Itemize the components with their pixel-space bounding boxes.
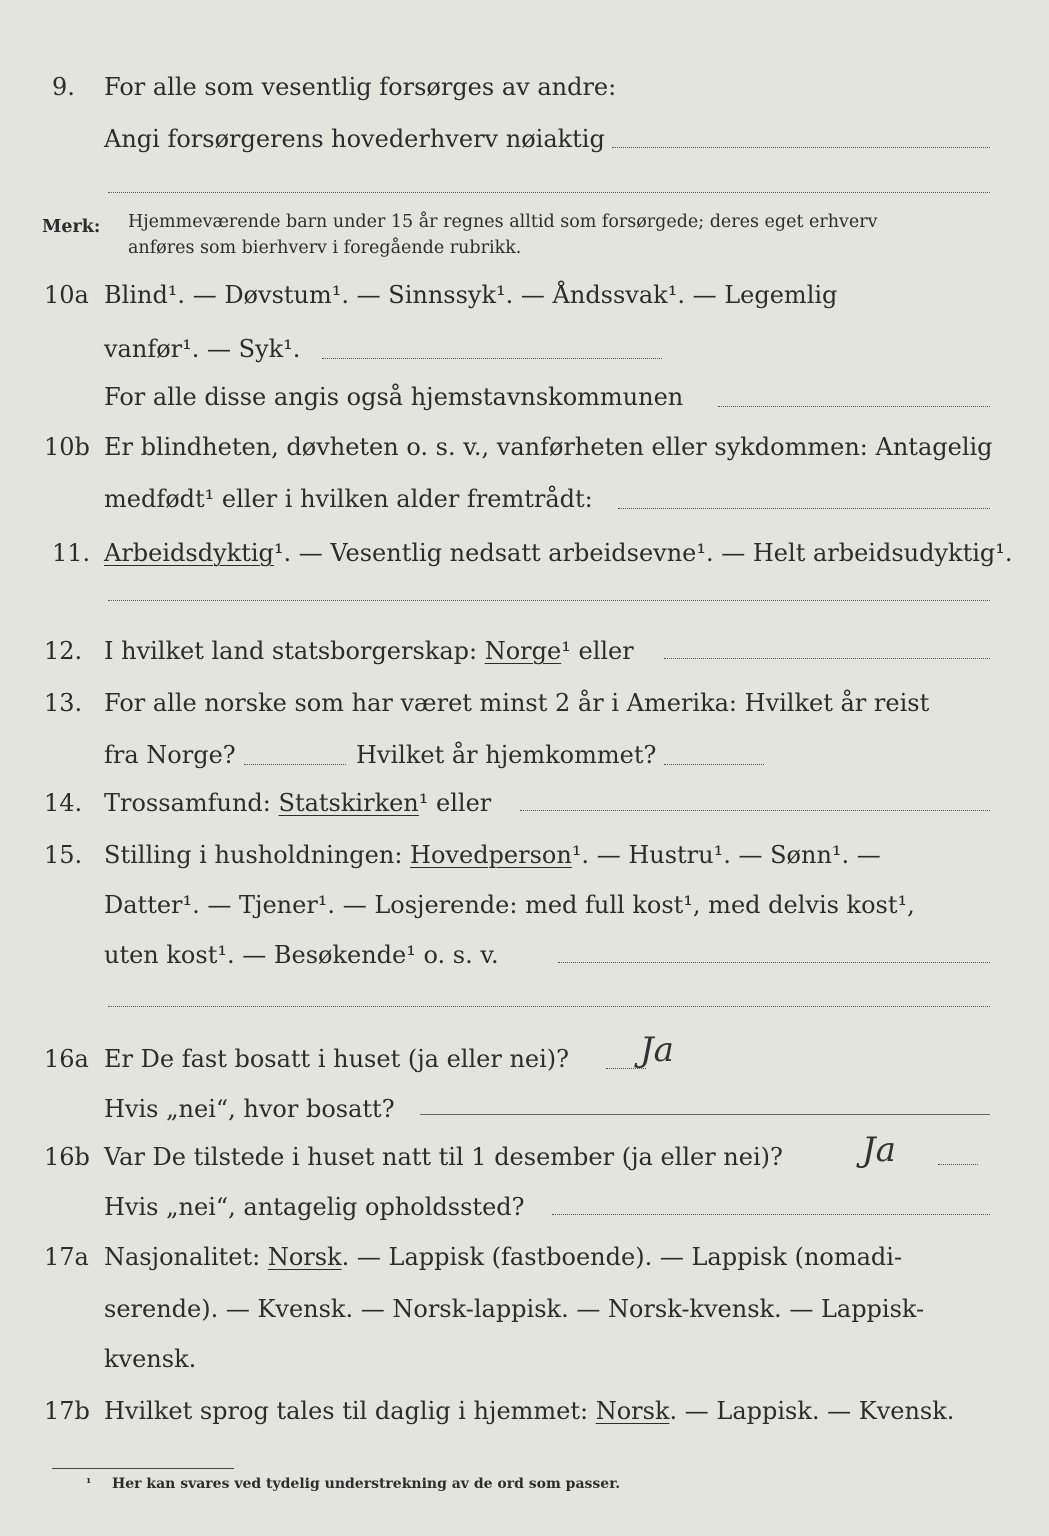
- q14-answer-dotted-line[interactable]: [520, 810, 990, 811]
- q11-number: 11.: [52, 539, 91, 567]
- q9-number: 9.: [52, 73, 75, 101]
- q11-rest: ¹. — Vesentlig nedsatt arbeidsevne¹. — Helt arbeidsudyktig¹.: [273, 539, 1013, 567]
- q12-option-underlined[interactable]: Norge: [484, 637, 562, 665]
- q9-line1: For alle som vesentlig forsørges av andre:: [104, 73, 617, 101]
- q10a-line1: Blind¹. — Døvstum¹. — Sinnssyk¹. — Åndssvak¹. — Legemlig: [104, 281, 838, 309]
- q16b-number: 16b: [44, 1143, 90, 1171]
- q16a-bosatt-line[interactable]: [420, 1114, 990, 1115]
- q10a-hjemstavn-dotted-line[interactable]: [718, 406, 990, 407]
- q11-dotted-line[interactable]: [108, 600, 990, 601]
- q16a-handwritten-answer[interactable]: Ja: [640, 1030, 674, 1070]
- q14-line: [104, 788, 491, 818]
- q14-text: Trossamfund:: [104, 789, 279, 817]
- q10a-answer-dotted-line[interactable]: [322, 358, 662, 359]
- q16a-number: 16a: [44, 1045, 89, 1073]
- q17a-text: Nasjonalitet:: [104, 1243, 268, 1271]
- q13-reist-dotted-line[interactable]: [244, 764, 346, 765]
- q14-option-underlined[interactable]: Statskirken: [278, 789, 419, 817]
- merk-line2: anføres som bierhverv i foregående rubrikk.: [128, 238, 522, 258]
- q17a-line1-rest: . — Lappisk (fastboende). — Lappisk (nomadi-: [341, 1243, 903, 1271]
- q13-hjemkommet-dotted-line[interactable]: [664, 764, 764, 765]
- q17b-option-underlined[interactable]: Norsk: [595, 1397, 670, 1425]
- q15-dotted-line-2[interactable]: [108, 1006, 990, 1007]
- q17b-text: Hvilket sprog tales til daglig i hjemmet:: [104, 1397, 596, 1425]
- q15-line1: [104, 840, 881, 870]
- q15-option-underlined[interactable]: Hovedperson: [410, 841, 572, 869]
- q10b-answer-dotted-line[interactable]: [618, 508, 990, 509]
- q16a-line1: Er De fast bosatt i huset (ja eller nei)?: [104, 1045, 570, 1073]
- q10a-line2: vanfør¹. — Syk¹.: [104, 335, 301, 363]
- q16b-opholdssted-dotted-line[interactable]: [552, 1214, 990, 1215]
- q15-answer-dotted-line[interactable]: [558, 962, 990, 963]
- q17a-line2: serende). — Kvensk. — Norsk-lappisk. — Norsk-kvensk. — Lappisk-: [104, 1295, 925, 1323]
- footnote-mark: ¹: [86, 1476, 92, 1490]
- q14-number: 14.: [44, 789, 83, 817]
- q17b-rest: . — Lappisk. — Kvensk.: [669, 1397, 955, 1425]
- q16b-answer-dotted-line[interactable]: [938, 1164, 978, 1165]
- q17a-line3: kvensk.: [104, 1345, 197, 1373]
- q10a-line3: For alle disse angis også hjemstavnskommunen: [104, 383, 684, 411]
- merk-label: Merk:: [42, 217, 101, 237]
- q14-post: ¹ eller: [418, 789, 492, 817]
- q17b-line: [104, 1396, 954, 1426]
- q11-option-underlined[interactable]: Arbeidsdyktig: [104, 539, 274, 567]
- q17a-option-underlined[interactable]: Norsk: [267, 1243, 342, 1271]
- q9-answer-dotted-line-2[interactable]: [108, 192, 990, 193]
- q15-text: Stilling i husholdningen:: [104, 841, 411, 869]
- q12-text: I hvilket land statsborgerskap:: [104, 637, 485, 665]
- footnote-divider: [52, 1468, 234, 1469]
- q13-line2b: Hvilket år hjemkommet?: [356, 741, 657, 769]
- q9-answer-dotted-line[interactable]: [612, 147, 990, 148]
- q12-number: 12.: [44, 637, 83, 665]
- q10a-number: 10a: [44, 281, 89, 309]
- q9-line2: Angi forsørgerens hovederhverv nøiaktig: [104, 125, 605, 153]
- footnote-text: Her kan svares ved tydelig understrekning av de ord som passer.: [112, 1476, 621, 1492]
- q17b-number: 17b: [44, 1397, 90, 1425]
- q12-line: [104, 636, 634, 666]
- q16b-line1: Var De tilstede i huset natt til 1 desember (ja eller nei)?: [104, 1143, 783, 1171]
- q15-line2: Datter¹. — Tjener¹. — Losjerende: med full kost¹, med delvis kost¹,: [104, 891, 915, 919]
- q16b-line2: Hvis „nei“, antagelig opholdssted?: [104, 1193, 525, 1221]
- q10b-line2: medfødt¹ eller i hvilken alder fremtrådt:: [104, 485, 593, 513]
- q11-line: [104, 538, 1013, 568]
- q15-number: 15.: [44, 841, 83, 869]
- q10b-line1: Er blindheten, døvheten o. s. v., vanførheten eller sykdommen: Antagelig: [104, 433, 993, 461]
- q17a-line1: [104, 1242, 902, 1272]
- q16b-handwritten-answer[interactable]: Ja: [862, 1130, 896, 1170]
- q15-line1-rest: ¹. — Hustru¹. — Sønn¹. —: [571, 841, 881, 869]
- q12-answer-dotted-line[interactable]: [664, 658, 990, 659]
- q12-post: ¹ eller: [561, 637, 634, 665]
- q17a-number: 17a: [44, 1243, 89, 1271]
- q10b-number: 10b: [44, 433, 90, 461]
- q13-line2a: fra Norge?: [104, 741, 236, 769]
- q13-number: 13.: [44, 689, 83, 717]
- q15-line3: uten kost¹. — Besøkende¹ o. s. v.: [104, 941, 499, 969]
- q16a-line2: Hvis „nei“, hvor bosatt?: [104, 1095, 395, 1123]
- merk-line1: Hjemmeværende barn under 15 år regnes alltid som forsørgede; deres eget erhverv: [128, 212, 878, 232]
- q13-line1: For alle norske som har været minst 2 år i Amerika: Hvilket år reist: [104, 689, 930, 717]
